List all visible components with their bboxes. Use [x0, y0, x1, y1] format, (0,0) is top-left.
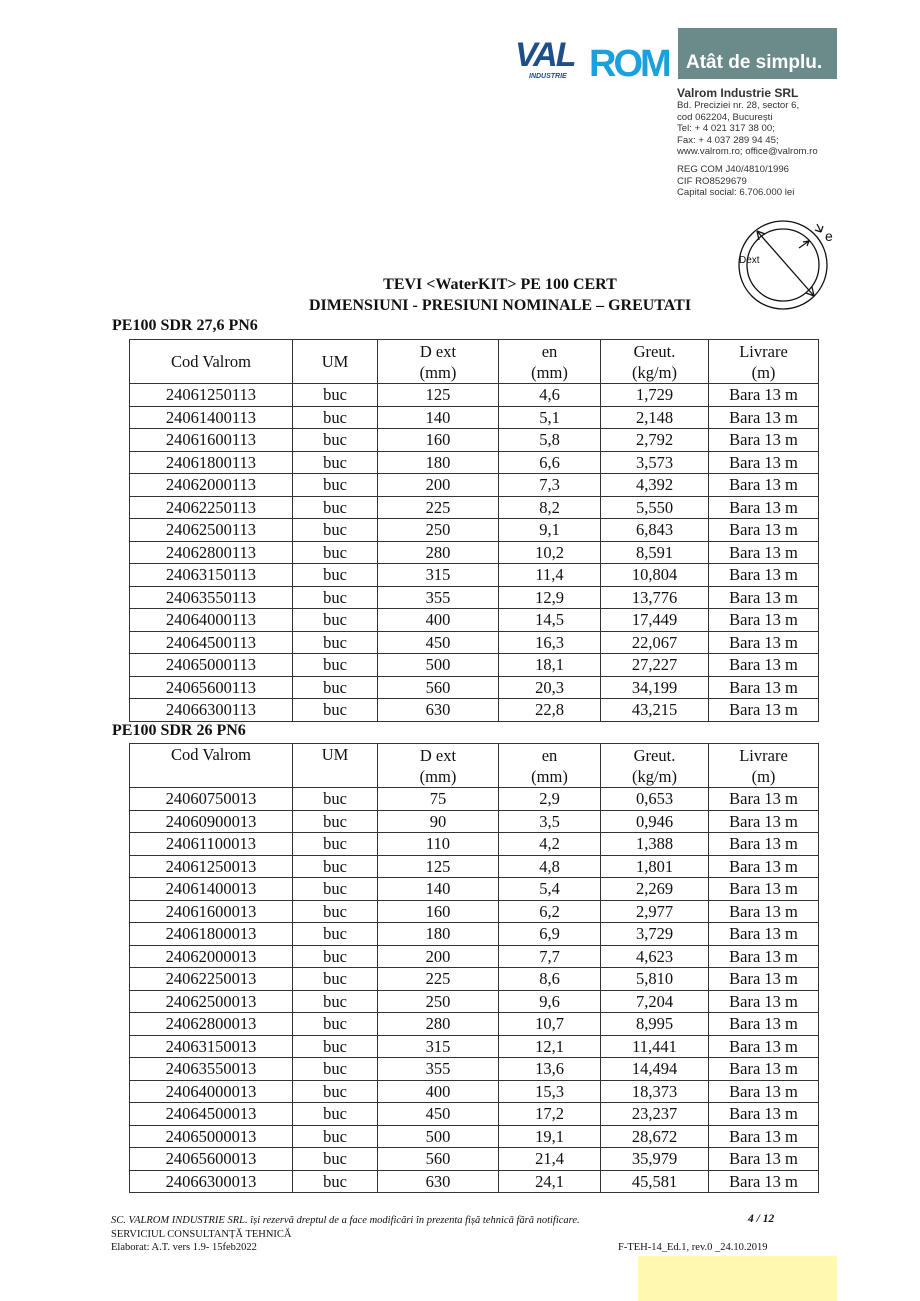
cell-weight: 3,729 — [601, 923, 709, 946]
cell-um: buc — [293, 1103, 378, 1126]
cell-weight: 6,843 — [601, 519, 709, 542]
highlight-box — [638, 1256, 837, 1301]
cell-en: 6,9 — [499, 923, 601, 946]
cell-weight: 11,441 — [601, 1035, 709, 1058]
cell-en: 7,3 — [499, 474, 601, 497]
table-row — [130, 541, 819, 564]
slogan-banner — [678, 28, 837, 79]
cell-code: 24063150113 — [130, 564, 293, 587]
table-body — [130, 384, 819, 722]
cell-code: 24062250013 — [130, 968, 293, 991]
cell-dext: 125 — [378, 855, 499, 878]
cell-delivery: Bara 13 m — [709, 1170, 819, 1193]
cell-um: buc — [293, 855, 378, 878]
cell-weight: 7,204 — [601, 990, 709, 1013]
cell-delivery: Bara 13 m — [709, 564, 819, 587]
cell-delivery: Bara 13 m — [709, 990, 819, 1013]
cell-weight: 35,979 — [601, 1148, 709, 1171]
cell-um: buc — [293, 990, 378, 1013]
cell-weight: 18,373 — [601, 1080, 709, 1103]
cell-weight: 27,227 — [601, 654, 709, 677]
cell-dext: 355 — [378, 1058, 499, 1081]
cell-en: 15,3 — [499, 1080, 601, 1103]
cell-en: 4,6 — [499, 384, 601, 407]
table-header-row — [130, 340, 819, 384]
cell-weight: 1,729 — [601, 384, 709, 407]
cell-delivery: Bara 13 m — [709, 1103, 819, 1126]
col-header-dext: D ext (mm) — [378, 340, 499, 384]
cell-en: 8,2 — [499, 496, 601, 519]
cell-weight: 2,148 — [601, 406, 709, 429]
cell-code: 24065600013 — [130, 1148, 293, 1171]
cell-um: buc — [293, 654, 378, 677]
cell-weight: 5,810 — [601, 968, 709, 991]
cell-code: 24061600013 — [130, 900, 293, 923]
cell-code: 24060750013 — [130, 788, 293, 811]
cell-delivery: Bara 13 m — [709, 968, 819, 991]
cell-um: buc — [293, 496, 378, 519]
address-line: cod 062204, București — [677, 111, 773, 123]
cell-um: buc — [293, 541, 378, 564]
table-row — [130, 878, 819, 901]
cell-code: 24062500113 — [130, 519, 293, 542]
cell-dext: 400 — [378, 609, 499, 632]
cell-um: buc — [293, 564, 378, 587]
cell-weight: 4,623 — [601, 945, 709, 968]
table-row — [130, 519, 819, 542]
cell-delivery: Bara 13 m — [709, 654, 819, 677]
cell-dext: 400 — [378, 1080, 499, 1103]
footer-elaborated: Elaborat: A.T. vers 1.9- 15feb2022 — [111, 1242, 257, 1253]
cell-code: 24061800113 — [130, 451, 293, 474]
cell-dext: 630 — [378, 699, 499, 722]
cell-en: 4,8 — [499, 855, 601, 878]
cell-code: 24062000113 — [130, 474, 293, 497]
cell-dext: 225 — [378, 496, 499, 519]
table-row — [130, 609, 819, 632]
cell-code: 24063150013 — [130, 1035, 293, 1058]
cell-code: 24061250013 — [130, 855, 293, 878]
cell-en: 10,2 — [499, 541, 601, 564]
col-header-dext: D ext (mm) — [378, 744, 499, 788]
cell-um: buc — [293, 451, 378, 474]
section-title-sdr27: PE100 SDR 27,6 PN6 — [112, 317, 258, 334]
cell-delivery: Bara 13 m — [709, 945, 819, 968]
table-row — [130, 855, 819, 878]
pipe-table-sdr26 — [129, 743, 819, 1193]
cell-weight: 1,388 — [601, 833, 709, 856]
table-row — [130, 1170, 819, 1193]
cell-en: 2,9 — [499, 788, 601, 811]
cell-code: 24061400113 — [130, 406, 293, 429]
cell-delivery: Bara 13 m — [709, 496, 819, 519]
cell-code: 24062000013 — [130, 945, 293, 968]
table-row — [130, 406, 819, 429]
cell-um: buc — [293, 1058, 378, 1081]
cell-code: 24066300013 — [130, 1170, 293, 1193]
cell-um: buc — [293, 429, 378, 452]
col-header-weight: Greut. (kg/m) — [601, 340, 709, 384]
cell-dext: 450 — [378, 1103, 499, 1126]
cell-en: 12,1 — [499, 1035, 601, 1058]
cell-delivery: Bara 13 m — [709, 900, 819, 923]
cell-code: 24061600113 — [130, 429, 293, 452]
cell-code: 24061400013 — [130, 878, 293, 901]
table-row — [130, 1035, 819, 1058]
col-header-um: UM — [293, 340, 378, 384]
table-body — [130, 788, 819, 1193]
cell-delivery: Bara 13 m — [709, 384, 819, 407]
cell-weight: 2,792 — [601, 429, 709, 452]
cell-dext: 450 — [378, 631, 499, 654]
cell-um: buc — [293, 676, 378, 699]
cell-weight: 0,653 — [601, 788, 709, 811]
table-row — [130, 1080, 819, 1103]
cell-delivery: Bara 13 m — [709, 676, 819, 699]
cell-um: buc — [293, 586, 378, 609]
table-header-row — [130, 744, 819, 788]
form-code: F-TEH-14_Ed.1, rev.0 _24.10.2019 — [618, 1242, 768, 1253]
cell-weight: 14,494 — [601, 1058, 709, 1081]
cell-um: buc — [293, 833, 378, 856]
cell-weight: 4,392 — [601, 474, 709, 497]
footer-disclaimer: SC. VALROM INDUSTRIE SRL. își rezervă dreptul de a face modificări în prezenta fișă tehnică fără notificare. — [111, 1215, 580, 1226]
cell-weight: 0,946 — [601, 810, 709, 833]
table-row — [130, 654, 819, 677]
table-row — [130, 451, 819, 474]
cell-en: 6,6 — [499, 451, 601, 474]
cell-delivery: Bara 13 m — [709, 810, 819, 833]
cell-dext: 140 — [378, 878, 499, 901]
table-row — [130, 990, 819, 1013]
table-row — [130, 1125, 819, 1148]
table-row — [130, 384, 819, 407]
cell-dext: 500 — [378, 654, 499, 677]
table-row — [130, 968, 819, 991]
document-subtitle: DIMENSIUNI - PRESIUNI NOMINALE – GREUTATI — [308, 297, 692, 314]
cell-code: 24062800113 — [130, 541, 293, 564]
address-line: Bd. Preciziei nr. 28, sector 6, — [677, 100, 800, 111]
registry-line: Capital social: 6.706.000 lei — [677, 187, 795, 199]
cell-dext: 125 — [378, 384, 499, 407]
cell-en: 24,1 — [499, 1170, 601, 1193]
cell-delivery: Bara 13 m — [709, 833, 819, 856]
cell-um: buc — [293, 474, 378, 497]
cell-delivery: Bara 13 m — [709, 1080, 819, 1103]
cell-delivery: Bara 13 m — [709, 1125, 819, 1148]
fax-line: Fax: + 4 037 289 94 45; — [677, 134, 779, 146]
cell-en: 7,7 — [499, 945, 601, 968]
table-row — [130, 699, 819, 722]
phone-line: Tel: + 4 021 317 38 00; — [677, 123, 775, 135]
table-row — [130, 900, 819, 923]
cell-delivery: Bara 13 m — [709, 429, 819, 452]
cell-code: 24063550113 — [130, 586, 293, 609]
cell-dext: 200 — [378, 474, 499, 497]
cell-delivery: Bara 13 m — [709, 788, 819, 811]
cell-delivery: Bara 13 m — [709, 1148, 819, 1171]
cell-weight: 3,573 — [601, 451, 709, 474]
cell-dext: 280 — [378, 1013, 499, 1036]
cell-um: buc — [293, 699, 378, 722]
cell-code: 24061250113 — [130, 384, 293, 407]
table-row — [130, 1148, 819, 1171]
valrom-logo — [515, 36, 670, 82]
cell-dext: 500 — [378, 1125, 499, 1148]
cell-um: buc — [293, 384, 378, 407]
cell-weight: 8,591 — [601, 541, 709, 564]
cell-code: 24060900013 — [130, 810, 293, 833]
cell-um: buc — [293, 900, 378, 923]
col-header-weight: Greut. (kg/m) — [601, 744, 709, 788]
company-name: Valrom Industrie SRL — [677, 86, 799, 100]
cell-dext: 250 — [378, 990, 499, 1013]
col-header-en: en (mm) — [499, 744, 601, 788]
cell-weight: 34,199 — [601, 676, 709, 699]
col-header-delivery: Livrare (m) — [709, 340, 819, 384]
cell-en: 3,5 — [499, 810, 601, 833]
pipe-table-sdr27 — [129, 339, 819, 722]
cell-um: buc — [293, 1170, 378, 1193]
cell-code: 24062800013 — [130, 1013, 293, 1036]
cell-um: buc — [293, 406, 378, 429]
cell-code: 24065000013 — [130, 1125, 293, 1148]
cell-dext: 140 — [378, 406, 499, 429]
cell-code: 24061100013 — [130, 833, 293, 856]
cell-dext: 90 — [378, 810, 499, 833]
cell-delivery: Bara 13 m — [709, 474, 819, 497]
cell-weight: 13,776 — [601, 586, 709, 609]
cell-weight: 8,995 — [601, 1013, 709, 1036]
cell-en: 21,4 — [499, 1148, 601, 1171]
cell-dext: 200 — [378, 945, 499, 968]
table-row — [130, 1103, 819, 1126]
cell-en: 11,4 — [499, 564, 601, 587]
cell-um: buc — [293, 923, 378, 946]
logo-sub-text: INDUSTRIE — [529, 73, 567, 80]
cell-um: buc — [293, 1013, 378, 1036]
cell-um: buc — [293, 878, 378, 901]
company-info — [677, 86, 818, 199]
table-row — [130, 631, 819, 654]
table-row — [130, 923, 819, 946]
cell-dext: 280 — [378, 541, 499, 564]
registry-line: CIF RO8529679 — [677, 175, 747, 187]
cell-dext: 110 — [378, 833, 499, 856]
cell-en: 17,2 — [499, 1103, 601, 1126]
cell-en: 10,7 — [499, 1013, 601, 1036]
cell-en: 5,1 — [499, 406, 601, 429]
col-header-en: en (mm) — [499, 340, 601, 384]
cell-um: buc — [293, 945, 378, 968]
cell-code: 24063550013 — [130, 1058, 293, 1081]
cell-dext: 315 — [378, 1035, 499, 1058]
cell-delivery: Bara 13 m — [709, 1013, 819, 1036]
col-header-code: Cod Valrom — [130, 340, 293, 384]
cell-en: 5,8 — [499, 429, 601, 452]
cell-en: 14,5 — [499, 609, 601, 632]
cell-weight: 1,801 — [601, 855, 709, 878]
cell-dext: 225 — [378, 968, 499, 991]
cell-delivery: Bara 13 m — [709, 1058, 819, 1081]
cell-code: 24066300113 — [130, 699, 293, 722]
cell-delivery: Bara 13 m — [709, 586, 819, 609]
footer-department: SERVICIUL CONSULTANȚĂ TEHNICĂ — [111, 1228, 292, 1240]
table-row — [130, 1058, 819, 1081]
cell-um: buc — [293, 631, 378, 654]
page-footer — [111, 1214, 580, 1255]
section-title-sdr26: PE100 SDR 26 PN6 — [112, 722, 246, 739]
cell-weight: 2,269 — [601, 878, 709, 901]
e-label: e — [825, 228, 833, 244]
document-title: TEVI <WaterKIT> PE 100 CERT — [383, 276, 617, 293]
cell-en: 4,2 — [499, 833, 601, 856]
table-row — [130, 586, 819, 609]
cell-delivery: Bara 13 m — [709, 1035, 819, 1058]
cell-delivery: Bara 13 m — [709, 923, 819, 946]
cell-delivery: Bara 13 m — [709, 541, 819, 564]
col-header-delivery: Livrare (m) — [709, 744, 819, 788]
cell-en: 22,8 — [499, 699, 601, 722]
cell-en: 16,3 — [499, 631, 601, 654]
cell-code: 24065000113 — [130, 654, 293, 677]
slogan-text: Atât de simplu. — [686, 52, 823, 73]
cell-dext: 560 — [378, 676, 499, 699]
cell-en: 8,6 — [499, 968, 601, 991]
cell-weight: 28,672 — [601, 1125, 709, 1148]
cell-code: 24061800013 — [130, 923, 293, 946]
cell-en: 9,1 — [499, 519, 601, 542]
cell-en: 6,2 — [499, 900, 601, 923]
cell-code: 24064500113 — [130, 631, 293, 654]
table-row — [130, 474, 819, 497]
cell-dext: 560 — [378, 1148, 499, 1171]
cell-en: 13,6 — [499, 1058, 601, 1081]
cell-weight: 43,215 — [601, 699, 709, 722]
cell-weight: 45,581 — [601, 1170, 709, 1193]
cell-delivery: Bara 13 m — [709, 855, 819, 878]
table-row — [130, 676, 819, 699]
table-row — [130, 496, 819, 519]
cell-en: 18,1 — [499, 654, 601, 677]
cell-en: 20,3 — [499, 676, 601, 699]
table-row — [130, 564, 819, 587]
cell-dext: 180 — [378, 451, 499, 474]
cell-code: 24065600113 — [130, 676, 293, 699]
cell-dext: 160 — [378, 429, 499, 452]
cell-dext: 75 — [378, 788, 499, 811]
logo-rom-text: ROM — [589, 43, 669, 82]
logo-val-text: VAL — [515, 36, 575, 74]
cell-dext: 315 — [378, 564, 499, 587]
cell-dext: 250 — [378, 519, 499, 542]
cell-code: 24064500013 — [130, 1103, 293, 1126]
cell-weight: 17,449 — [601, 609, 709, 632]
dext-label: Dext — [739, 255, 760, 266]
cell-um: buc — [293, 1035, 378, 1058]
table-row — [130, 1013, 819, 1036]
cell-delivery: Bara 13 m — [709, 631, 819, 654]
cell-en: 19,1 — [499, 1125, 601, 1148]
cell-um: buc — [293, 519, 378, 542]
table-row — [130, 945, 819, 968]
cell-delivery: Bara 13 m — [709, 519, 819, 542]
cell-weight: 2,977 — [601, 900, 709, 923]
cell-weight: 5,550 — [601, 496, 709, 519]
page-number: 4 / 12 — [748, 1213, 775, 1225]
cell-delivery: Bara 13 m — [709, 451, 819, 474]
cell-weight: 10,804 — [601, 564, 709, 587]
cell-um: buc — [293, 1148, 378, 1171]
col-header-um: UM — [293, 744, 378, 788]
cell-delivery: Bara 13 m — [709, 878, 819, 901]
cell-um: buc — [293, 1080, 378, 1103]
table-row — [130, 788, 819, 811]
cell-um: buc — [293, 788, 378, 811]
table-row — [130, 429, 819, 452]
cell-um: buc — [293, 968, 378, 991]
cell-en: 12,9 — [499, 586, 601, 609]
cell-code: 24062500013 — [130, 990, 293, 1013]
cell-weight: 22,067 — [601, 631, 709, 654]
cell-delivery: Bara 13 m — [709, 699, 819, 722]
cell-dext: 180 — [378, 923, 499, 946]
web-email-line: www.valrom.ro; office@valrom.ro — [677, 146, 818, 158]
cell-dext: 630 — [378, 1170, 499, 1193]
cell-um: buc — [293, 810, 378, 833]
cell-en: 9,6 — [499, 990, 601, 1013]
cell-delivery: Bara 13 m — [709, 609, 819, 632]
cell-dext: 355 — [378, 586, 499, 609]
table-row — [130, 810, 819, 833]
col-header-code: Cod Valrom — [130, 744, 293, 788]
cell-dext: 160 — [378, 900, 499, 923]
cell-delivery: Bara 13 m — [709, 406, 819, 429]
cell-weight: 23,237 — [601, 1103, 709, 1126]
cell-en: 5,4 — [499, 878, 601, 901]
registry-line: REG COM J40/4810/1996 — [677, 163, 789, 175]
cell-code: 24064000013 — [130, 1080, 293, 1103]
cell-um: buc — [293, 609, 378, 632]
table-row — [130, 833, 819, 856]
cell-code: 24062250113 — [130, 496, 293, 519]
cell-um: buc — [293, 1125, 378, 1148]
cell-code: 24064000113 — [130, 609, 293, 632]
